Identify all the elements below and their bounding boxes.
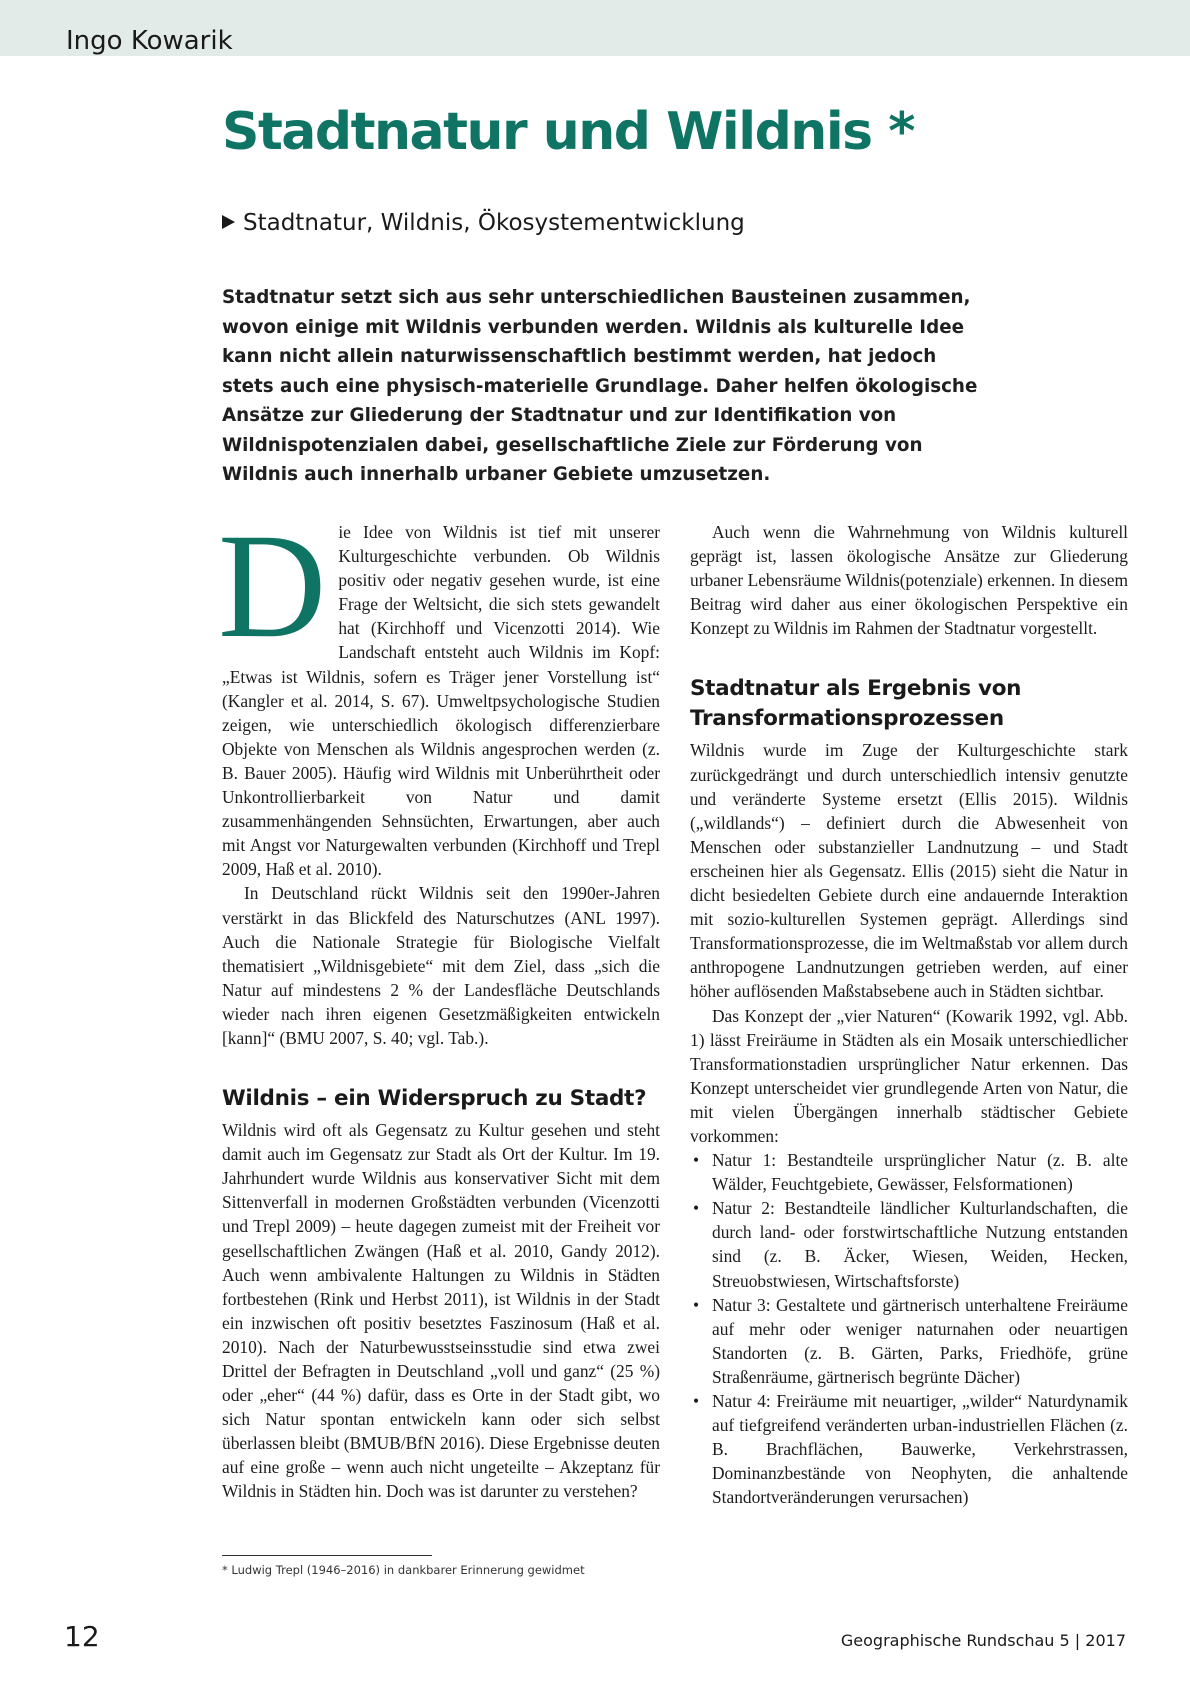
paragraph: In Deutschland rückt Wildnis seit den 1990er-Jahren verstärkt in das Blickfeld des Naturschutzes (ANL 1997). Auch die Nationale Strategie für Biologische Vielfalt thematisiert „Wildnisgebiete“ mit dem Ziel, dass „sich die Natur auf mindestens 2 % der Landesfläche Deutschlands wieder nach ihren eigenen Gesetzmäßigkeiten entwickeln [kann]“ (BMU 2007, S. 40; vgl. Tab.). <box>222 883 660 1048</box>
keywords-line <box>222 210 745 236</box>
footnote-divider <box>222 1555 432 1556</box>
footnote: * Ludwig Trepl (1946–2016) in dankbarer Erinnerung gewidmet <box>222 1563 585 1577</box>
list-item: • Natur 4: Freiräume mit neuartiger, „wilder“ Naturdynamik auf tiefgreifend veränderten urban-industriellen Flächen (z. B. Brachflächen, Bauwerke, Verkehrstrassen, Dominanzbestände von Neophyten, die anhaltende Standortveränderungen verursachen) <box>690 1389 1128 1509</box>
list-item: • Natur 2: Bestandteile ländlicher Kulturlandschaften, die durch land- oder forstwirtschaftliche Nutzung entstanden sind (z. B. Äcker, Wiesen, Weiden, Hecken, Streuobstwiesen, Wirtschaftsforste) <box>690 1196 1128 1292</box>
paragraph: ie Idee von Wildnis ist tief mit unserer Kulturgeschichte verbunden. Ob Wildnis positiv oder negativ gesehen wurde, ist eine Frage der Weltsicht, die sich stets gewandelt hat (Kirchhoff und Vicenzotti 2014). Wie Landschaft entsteht auch Wildnis im Kopf: „Etwas ist Wildnis, sofern es Träger jener Vorstellung ist“ (Kangler et al. 2014, S. 67). Umweltpsychologische Studien zeigen, wie unterschiedlich ökologisch differenzierbare Objekte von Menschen als Wildnis angesprochen werden (z. B. Bauer 2005). Häufig wird Wildnis mit Unberührtheit oder Unkontrollierbarkeit von Natur und damit zusammenhängenden Sehnsüchten, Erwartungen, aber auch mit Angst vor Naturgewalten verbunden (Kirchhoff und Trepl 2009, Haß et al. 2010). <box>222 522 660 880</box>
right-column <box>690 520 1128 1509</box>
article-title: Stadtnatur und Wildnis * <box>222 102 914 162</box>
paragraph: Auch wenn die Wahrnehmung von Wildnis kulturell geprägt ist, lassen ökologische Ansätze zur Gliederung urbaner Lebensräume Wildnis(potenziale) erkennen. In diesem Beitrag wird daher aus einer ökologischen Perspektive ein Konzept zu Wildnis im Rahmen der Stadtnatur vorgestellt. <box>690 522 1128 639</box>
page-number: 12 <box>64 1620 100 1653</box>
list-item: • Natur 1: Bestandteile ursprünglicher Natur (z. B. alte Wälder, Feuchtgebiete, Gewässer, Felsformationen) <box>690 1148 1128 1196</box>
journal-name: Geographische Rundschau 5 | 2017 <box>840 1631 1126 1650</box>
left-column <box>218 503 660 1504</box>
author-name: Ingo Kowarik <box>66 26 233 56</box>
paragraph: Wildnis wurde im Zuge der Kulturgeschichte stark zurückgedrängt und durch unterschiedlich intensiv genutzte und veränderte Systeme ersetzt (Ellis 2015). Wildnis („wildlands“) – definiert durch die Abwesenheit von Menschen oder substanzieller Landnutzung – und Stadt erscheinen hier als Gegensatz. Ellis (2015) sieht die Natur in dicht besiedelten Gebiete durch eine andauernde Interaktion mit sozio-kulturellen Systemen geprägt. Allerdings sind Transformationsprozesse, die im Weltmaßstab vor allem durch anthropogene Landnutzungen getrieben werden, auf einer höher auflösenden Maßstabsebene auch in Städten sichtbar. <box>690 740 1128 1002</box>
section-heading: Stadtnatur als Ergebnis von Transformationsprozessen <box>690 676 1022 732</box>
drop-cap: D <box>218 503 327 669</box>
paragraph: Wildnis wird oft als Gegensatz zu Kultur gesehen und steht damit auch im Gegensatz zur Stadt als Ort der Kultur. Im 19. Jahrhundert wurde Wildnis aus konservativer Sicht mit dem Sittenverfall in modernen Großstädten verbunden (Vicenzotti und Trepl 2009) – heute dagegen zumeist mit der Freiheit vor gesellschaftlichen Zwängen (Haß et al. 2010, Gandy 2012). Auch wenn ambivalente Haltungen zu Wildnis in Städten fortbestehen (Rink und Herbst 2011), ist Wildnis in der Stadt ein inzwischen oft positiv besetztes Faszinosum (Haß et al. 2010). Nach der Naturbewusstseinsstudie sind etwa zwei Drittel der Befragten in Deutschland „voll und ganz“ (25 %) oder „eher“ (44 %) dafür, dass es Orte in der Stadt gibt, wo sich Natur spontan entwickeln kann oder sich selbst überlassen bleibt (BMUB/BfN 2016). Diese Ergebnisse deuten auf eine große – wenn auch nicht ungeteilte – Akzeptanz für Wildnis in Städten hin. Doch was ist darunter zu verstehen? <box>222 1120 660 1502</box>
keywords-text: Stadtnatur, Wildnis, Ökosystementwicklung <box>243 210 745 236</box>
nature-types-list <box>690 1148 1128 1509</box>
abstract: Stadtnatur setzt sich aus sehr unterschiedlichen Bausteinen zusammen, wovon einige mit Wildnis verbunden werden. Wildnis als kulturelle Idee kann nicht allein naturwissenschaftlich bestimmt werden, hat jedoch stets auch eine physisch-materielle Grundlage. Daher helfen ökologische Ansätze zur Gliederung der Stadtnatur und zur Identifikation von Wildnispotenzialen dabei, gesellschaftliche Ziele zur Förderung von Wildnis auch innerhalb urbaner Gebiete umzusetzen. <box>222 287 978 485</box>
triangle-right-icon <box>222 215 235 229</box>
paragraph: Das Konzept der „vier Naturen“ (Kowarik 1992, vgl. Abb. 1) lässt Freiräume in Städten als ein Mosaik unterschiedlicher Transformationstadien ursprünglicher Natur erkennen. Das Konzept unterscheidet vier grundlegende Arten von Natur, die mit vielen Übergängen innerhalb städtischer Gebiete vorkommen: <box>690 1005 1128 1146</box>
section-heading: Wildnis – ein Widerspruch zu Stadt? <box>222 1086 647 1112</box>
list-item: • Natur 3: Gestaltete und gärtnerisch unterhaltene Freiräume auf mehr oder weniger naturnahen oder neuartigen Standorten (z. B. Gärten, Parks, Friedhöfe, grüne Straßenräume, gärtnerisch begrünte Dächer) <box>690 1293 1128 1389</box>
